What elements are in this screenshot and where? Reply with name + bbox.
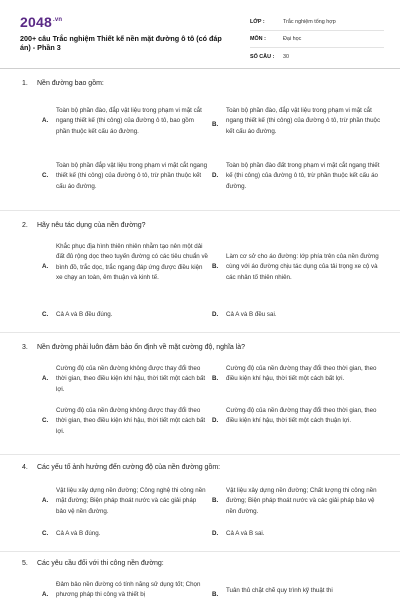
question-number: 5.	[22, 560, 28, 567]
option-text: Tuân thủ chặt chẽ quy trình kỹ thuật thi	[226, 587, 333, 594]
meta-row-subject	[250, 31, 384, 48]
option-letter: D.	[212, 417, 219, 424]
meta-value: Trắc nghiệm tổng hợp	[283, 19, 336, 25]
option-text: Làm cơ sở cho áo đường: lớp phía trên của nền đường cùng với áo đường chịu tác dụng của tải trọng xe cộ và các nhân tố thiên nhiên.	[226, 253, 379, 281]
option-letter: B.	[212, 497, 219, 504]
option-text: Cường độ của nền đường thay đổi theo thời gian, theo điều kiện khí hậu, thời tiết một cách bất lợi.	[226, 365, 377, 383]
option-text: Toàn bộ phần đào, đắp vật liệu trong phạm vi mặt cắt ngang thiết kế (thi công) của đường ô tô, trừ phần thuộc kết cấu áo đường.	[226, 107, 381, 135]
meta-row-class	[250, 14, 384, 31]
option-text: Cả A và B đều sai.	[226, 311, 277, 318]
question-stem: Nền đường bao gồm:	[37, 80, 104, 87]
question-stem: Nền đường phải luôn đảm bảo ổn định về mặt cường độ, nghĩa là?	[37, 344, 246, 351]
option-letter: C.	[42, 172, 49, 179]
option-text: Cường độ của nền đường thay đổi theo thời gian, theo điều kiện khí hậu, thời tiết một cách thuận lợi.	[226, 407, 377, 425]
option-letter: C.	[42, 311, 49, 318]
question-text	[22, 80, 104, 87]
option-text: Cả A và B đúng.	[56, 530, 101, 537]
question-number: 4.	[22, 464, 28, 471]
meta-row-count	[250, 48, 384, 65]
option-text: Toàn bộ phần đắp vật liệu trong phạm vi mặt cắt ngang thiết kế (thi công) của đường ô tô, trừ phần thuộc kết cấu áo đường.	[56, 162, 208, 190]
meta-label: MÔN :	[250, 36, 266, 42]
option-text: Toàn bộ phần đào đất trong phạm vi mặt cắt ngang thiết kế (thi công) của đường ô tô, trừ phần thuộc kết cấu áo đường.	[226, 162, 380, 190]
header-divider	[0, 68, 400, 69]
logo-suffix: .vn	[52, 17, 63, 24]
question-stem: Hãy nêu tác dụng của nền đường?	[37, 222, 146, 229]
option-letter: B.	[212, 263, 219, 270]
option-text: Cường độ của nền đường không được thay đổi theo thời gian, theo điều kiện khí hậu, thời tiết một cách bất lợi.	[56, 407, 206, 435]
question-divider	[0, 210, 400, 211]
meta-value: Đại học	[283, 36, 302, 42]
option-text: Đảm bảo nền đường có tính năng sử dụng tốt; Chọn phương pháp thi công và thiết bị	[56, 581, 201, 599]
option-letter: A.	[42, 591, 49, 598]
option-letter: A.	[42, 375, 49, 382]
question-text	[22, 464, 220, 471]
option-text: Vật liệu xây dựng nền đường; Công nghệ thi công nền mặt đường; Biện pháp thoát nước và các giải pháp bảo vệ nền đường.	[56, 487, 206, 515]
question-number: 2.	[22, 222, 28, 229]
question-text	[22, 222, 146, 229]
option-letter: D.	[212, 311, 219, 318]
question-text	[22, 560, 164, 567]
meta-label: LỚP :	[250, 19, 265, 25]
question-stem: Các yêu cầu đối với thi công nền đường:	[37, 560, 164, 567]
question-divider	[0, 454, 400, 455]
option-text: Vật liệu xây dựng nền đường; Chất lượng thi công nền đường; Biện pháp thoát nước và các giải pháp bảo vệ nền đường.	[226, 487, 377, 515]
option-text: Cả A và B đều đúng.	[56, 311, 113, 318]
question-divider	[0, 551, 400, 552]
question-number: 3.	[22, 344, 28, 351]
option-text: Toàn bộ phần đào, đắp vật liệu trong phạm vi mặt cắt ngang thiết kế (thi công) của đường ô tô, bao gồm phần thuộc kết cấu áo đường.	[56, 107, 202, 135]
option-text: Cường độ của nền đường không được thay đổi theo thời gian, theo điều kiện khí hậu, thời tiết một cách bất lợi.	[56, 365, 206, 393]
option-text: Khắc phục địa hình thiên nhiên nhằm tạo nên một dải đất đủ rộng dọc theo tuyến đường có các tiêu chuẩn về bình đồ, trắc dọc, trắc ngang đáp ứng được điều kiện xe chạy an toàn, êm thuận và kinh tế.	[56, 243, 208, 281]
option-letter: D.	[212, 530, 219, 537]
logo-text: 2048	[20, 14, 52, 30]
option-letter: B.	[212, 121, 219, 128]
option-letter: C.	[42, 530, 49, 537]
option-letter: D.	[212, 172, 219, 179]
question-stem: Các yếu tố ảnh hưởng đến cường độ của nền đường gồm:	[37, 464, 221, 471]
question-text	[22, 344, 245, 351]
meta-table	[250, 14, 384, 65]
question-divider	[0, 332, 400, 333]
meta-value: 30	[283, 53, 289, 60]
question-number: 1.	[22, 80, 28, 87]
option-letter: B.	[212, 375, 219, 382]
option-letter: A.	[42, 497, 49, 504]
option-letter: A.	[42, 263, 49, 270]
site-logo[interactable]	[20, 14, 62, 30]
option-letter: B.	[212, 591, 219, 598]
document-header	[0, 0, 400, 66]
meta-label: SỐ CÂU :	[250, 53, 275, 60]
option-letter: A.	[42, 117, 49, 124]
document-title: 200+ câu Trắc nghiệm Thiết kế nền mặt đường ô tô (có đáp án) - Phần 3	[20, 34, 222, 52]
option-text: Cả A và B sai.	[226, 530, 265, 537]
option-letter: C.	[42, 417, 49, 424]
